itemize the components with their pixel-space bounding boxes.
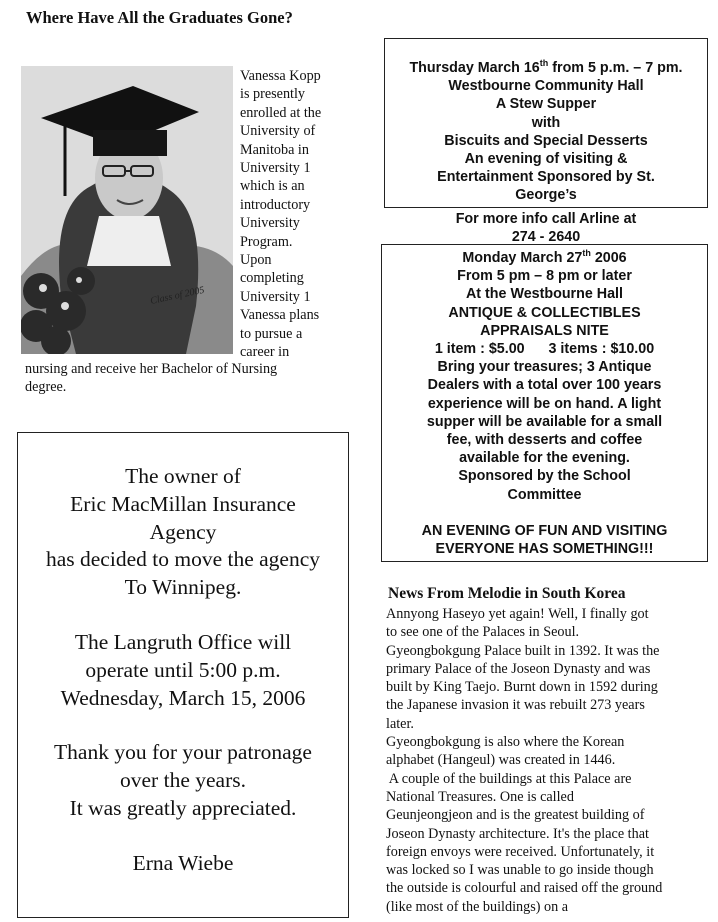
contact-line: 274 - 2640 [511,229,581,246]
notice-line: To Winnipeg. [124,575,242,600]
stew-supper-line: Biscuits and Special Desserts [444,132,648,149]
news-line: foreign envoys were received. Unfortunately, it [386,843,655,860]
news-line: primary Palace of the Joseon Dynasty and was [386,660,651,677]
notice-line: The owner of [125,464,241,488]
notice-line: Wednesday, March 15, 2006 [60,685,306,710]
notice-line: Agency [149,519,217,544]
news-line: A couple of the buildings at this Palace are [386,770,632,787]
news-line: Annyong Haseyo yet again! Well, I finally got [386,606,649,622]
graduates-line: Manitoba in [240,141,309,158]
news-line: Gyeongbokgung is also where the Korean [386,734,625,751]
graduates-line: degree. [25,379,67,396]
news-line: to see one of the Palaces in Seoul. [386,624,580,641]
appraisals-detail: fee, with desserts and coffee [446,432,643,449]
contact-line: For more info call Arline at [455,211,637,227]
news-line: Gyeongbokgung Palace built in 1392. It was the [386,642,660,659]
notice-line: The Langruth Office will [74,629,292,654]
news-line: later. [386,715,414,732]
appraisals-date: Monday March 27th 2006 [462,248,627,266]
graduates-line: introductory [240,196,311,213]
graduates-line: enrolled at the [240,104,322,121]
notice-line: operate until 5:00 p.m. [85,657,281,682]
graduates-line: University 1 [240,288,311,305]
stew-supper-line: George’s [515,187,577,204]
appraisals-line: APPRAISALS NITE [480,322,609,339]
graduates-line: to pursue a [240,325,303,342]
news-line: was locked so I was unable to go inside though [386,862,654,879]
graduates-line: Vanessa Kopp [240,68,321,84]
insurance-notice-box [17,432,349,918]
appraisals-detail: Bring your treasures; 3 Antique [437,359,652,376]
graduates-line: University 1 [240,160,311,177]
graduates-heading: Where Have All the Graduates Gone? [26,8,293,27]
appraisals-detail: Sponsored by the School [458,468,631,485]
notice-signature: Erna Wiebe [132,850,234,875]
news-heading: News From Melodie in South Korea [388,585,626,602]
stew-supper-line: An evening of visiting & [464,151,628,168]
stew-supper-line: Westbourne Community Hall [448,78,644,95]
graduates-line: career in [240,344,290,361]
notice-line: Eric MacMillan Insurance [70,491,296,516]
photo-inscription: Class of 2005 [149,284,206,307]
stew-supper-date: Thursday March 16th from 5 p.m. – 7 pm. [409,58,683,76]
appraisals-detail: Dealers with a total over 100 years [427,377,662,394]
appraisals-box [381,244,708,562]
graduates-line: Program. [240,233,293,250]
appraisals-prices: 1 item : $5.00 3 items : $10.00 [434,341,655,358]
news-line: (like most of the buildings) on a [386,898,569,915]
graduates-line: University [240,215,300,232]
appraisals-detail: available for the evening. [459,450,630,467]
graduates-line: which is an [240,178,305,195]
news-line: built by King Taejo. Burnt down in 1592 during [386,679,658,696]
appraisals-detail: experience will be on hand. A light [427,395,662,412]
graduates-line: completing [240,270,304,287]
notice-line: over the years. [120,768,246,793]
graduates-line: Vanessa plans [240,307,320,324]
news-body [386,605,716,916]
graduates-line: nursing and receive her Bachelor of Nursing [25,361,278,377]
graduates-line: Upon [240,252,272,269]
graduates-paragraph [240,67,352,362]
appraisals-detail: supper will be available for a small [426,413,663,430]
stew-supper-line: A Stew Supper [495,96,597,113]
appraisals-closing: EVERYONE HAS SOMETHING!!! [435,541,654,558]
notice-line: It was greatly appreciated. [69,795,297,820]
appraisals-line: From 5 pm – 8 pm or later [457,268,632,285]
news-line: Joseon Dynasty architecture. It's the place that [386,825,649,842]
graduate-photo-illustration [21,66,233,354]
news-line: National Treasures. One is called [386,788,574,805]
graduate-photo [21,66,233,354]
appraisals-closing: AN EVENING OF FUN AND VISITING [421,522,668,539]
stew-supper-box [384,38,708,208]
news-line: Geunjeongjeon and is the greatest building of [386,807,645,824]
stew-supper-line: Entertainment Sponsored by St. [437,169,655,186]
appraisals-line: ANTIQUE & COLLECTIBLES [448,304,641,321]
notice-line: has decided to move the agency [45,547,321,572]
graduates-line: is presently [240,86,306,103]
graduates-line: University of [240,123,316,140]
appraisals-line: At the Westbourne Hall [465,286,623,303]
news-line: the outside is colourful and raised off the ground [386,880,663,897]
stew-supper-contact [384,210,708,246]
notice-line: Thank you for your patronage [54,740,312,765]
news-line: alphabet (Hangeul) was created in 1446. [386,752,616,769]
graduates-paragraph-tail [25,360,345,397]
stew-supper-line: with [531,114,561,131]
appraisals-detail: Committee [507,486,582,503]
news-line: the Japanese invasion it was rebuilt 273 years [386,697,645,714]
